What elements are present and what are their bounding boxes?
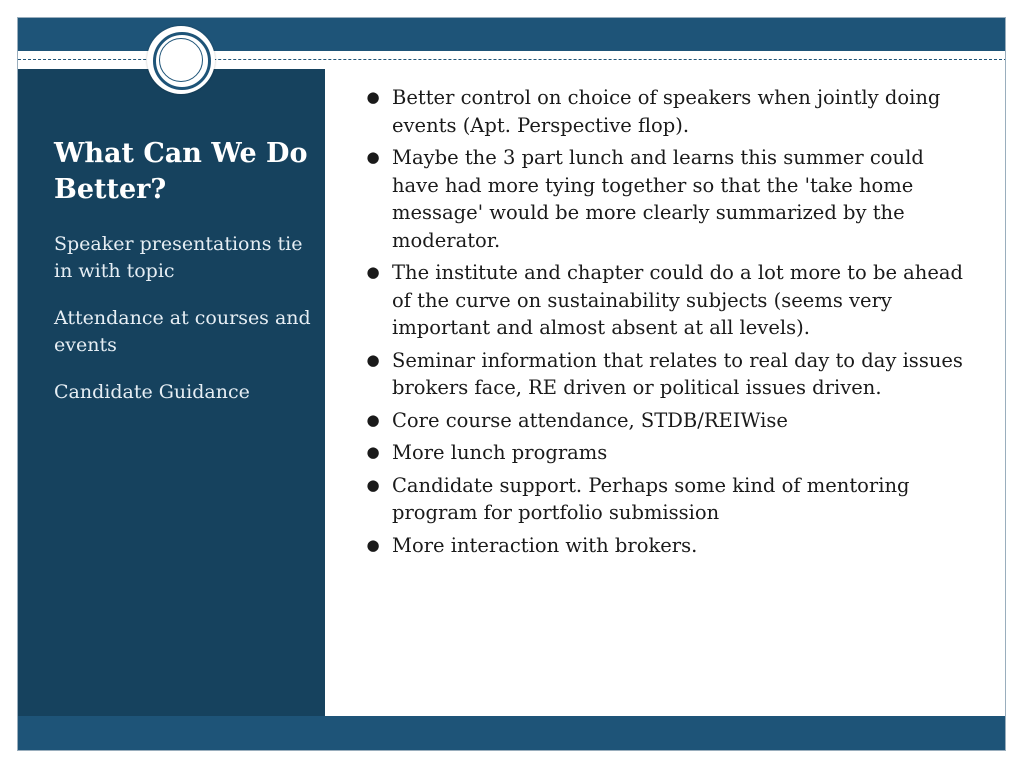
circle-emblem-ring [153,32,211,90]
bullet-text: Maybe the 3 part lunch and learns this summer could have had more tying together so that the 'take home message' would be more clearly summarized by the moderator. [392,146,924,252]
bullet-dot-icon: ● [366,443,380,461]
bullet-dot-icon: ● [366,350,380,369]
bullet-list [366,84,976,564]
bullet-item [366,407,976,435]
bullet-text: Candidate support. Perhaps some kind of mentoring program for portfolio submission [392,473,910,524]
bullet-item [366,259,976,342]
bullet-text: Seminar information that relates to real day to day issues brokers face, RE driven or political issues driven. [392,348,963,399]
bullet-dot-icon: ● [366,148,380,166]
circle-emblem-icon [147,26,215,94]
bullet-item [366,472,976,527]
bullet-text: The institute and chapter could do a lot more to be ahead of the curve on sustainability subjects (seems very important and almost absent at all levels). [392,261,964,339]
bullet-dot-icon: ● [366,88,380,106]
bullet-text: More lunch programs [392,441,608,464]
bullet-dot-icon: ● [366,410,380,429]
subtitle-item: Candidate Guidance [54,381,250,403]
bullet-text: Core course attendance, STDB/REIWise [392,408,788,432]
subtitle-item: Attendance at courses and events [54,307,311,356]
bullet-item [366,532,976,560]
bullet-dot-icon: ● [366,535,380,554]
bullet-item [366,439,976,467]
bullet-item [366,84,976,139]
bullet-item [366,347,976,402]
bullet-text: More interaction with brokers. [392,533,698,557]
bullet-dot-icon: ● [366,475,380,494]
slide-title: What Can We Do Better? [54,138,308,205]
subtitle-list [54,231,319,426]
circle-emblem-inner [159,38,203,82]
bottom-band [18,716,1006,750]
subtitle-item: Speaker presentations tie in with topic [54,233,303,282]
bullet-dot-icon: ● [366,263,380,281]
slide [17,17,1006,751]
bullet-text: Better control on choice of speakers when jointly doing events (Apt. Perspective flop). [392,86,941,137]
bullet-item [366,144,976,254]
